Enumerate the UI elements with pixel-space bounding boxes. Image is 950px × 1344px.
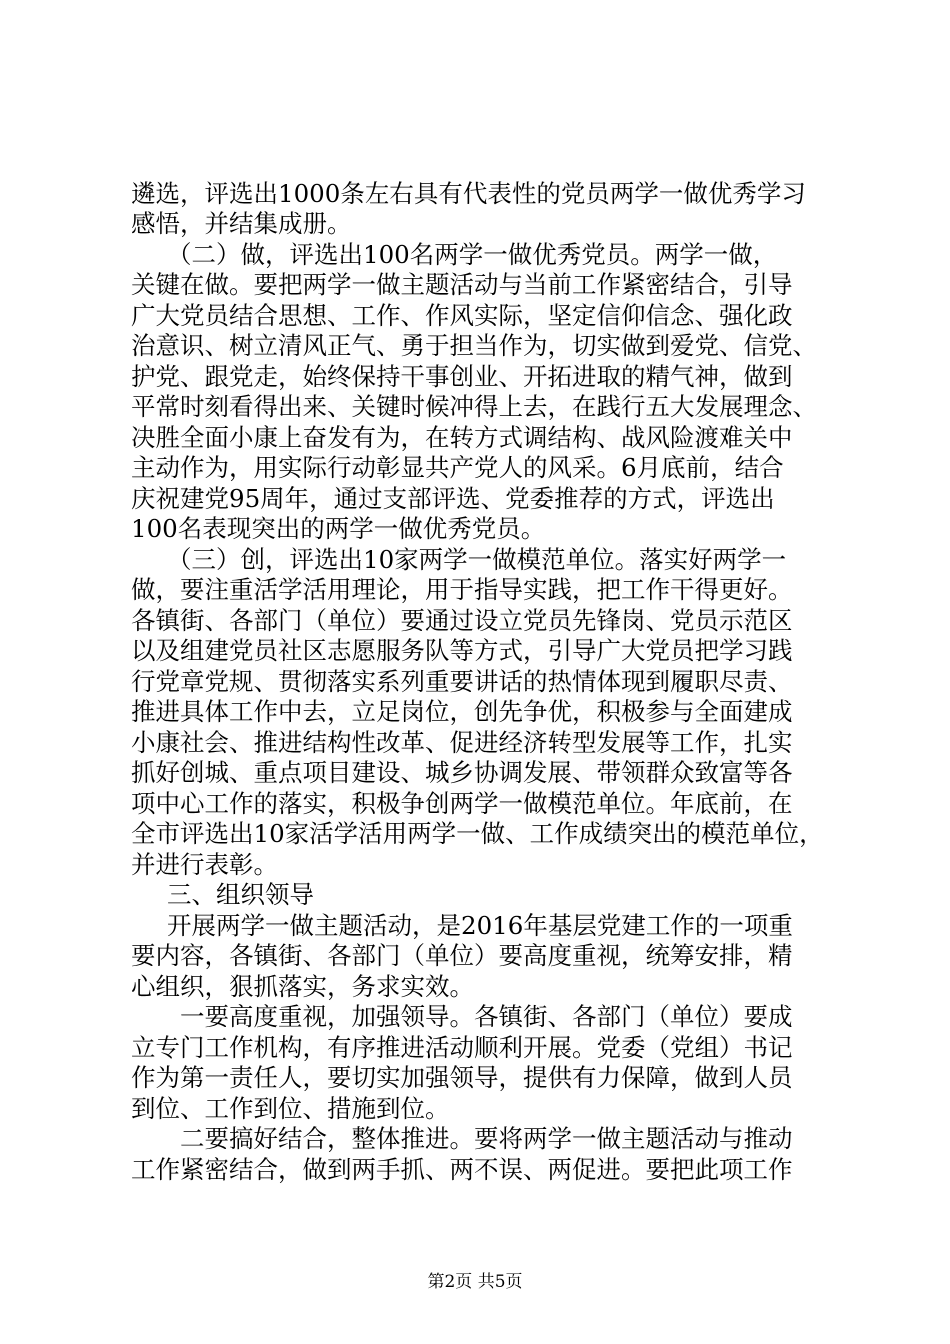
section-heading: 三、组织领导 [167, 880, 314, 909]
body-text-line: 主动作为，用实际行动彰显共产党人的风采。6月底前，结合 [131, 453, 784, 482]
body-text-line: 开展两学一做主题活动，是2016年基层党建工作的一项重 [167, 911, 793, 940]
body-text-line: 庆祝建党95周年，通过支部评选、党委推荐的方式，评选出 [131, 484, 775, 513]
body-text-line: 心组织，狠抓落实，务求实效。 [131, 972, 474, 1001]
body-text-line: 感悟，并结集成册。 [131, 209, 352, 238]
body-text-line: 广大党员结合思想、工作、作风实际，坚定信仰信念、强化政 [131, 301, 793, 330]
body-text-line: 做，要注重活学活用理论，用于指导实践，把工作干得更好。 [131, 575, 793, 604]
body-text-line: 各镇街、各部门（单位）要通过设立党员先锋岗、党员示范区 [131, 606, 793, 635]
body-text-line: 项中心工作的落实，积极争创两学一做模范单位。年底前，在 [131, 789, 793, 818]
body-text-line: 关键在做。要把两学一做主题活动与当前工作紧密结合，引导 [131, 270, 793, 299]
body-text-line: 抓好创城、重点项目建设、城乡协调发展、带领群众致富等各 [131, 758, 793, 787]
body-text-line: （三）创，评选出10家两学一做模范单位。落实好两学一 [167, 545, 787, 574]
body-text-line: 治意识、树立清风正气、勇于担当作为，切实做到爱党、信党、 [131, 331, 817, 360]
body-text-line: 一要高度重视，加强领导。各镇街、各部门（单位）要成 [180, 1002, 793, 1031]
body-text-line: 以及组建党员社区志愿服务队等方式，引导广大党员把学习践 [131, 636, 793, 665]
body-text-line: 全市评选出10家活学活用两学一做、工作成绩突出的模范单位， [131, 819, 824, 848]
page-number-footer: 第2页 共5页 [427, 1272, 523, 1292]
body-text-line: 决胜全面小康上奋发有为，在转方式调结构、战风险渡难关中 [131, 423, 793, 452]
body-text-line: （二）做，评选出100名两学一做优秀党员。两学一做， [167, 240, 778, 269]
body-text-line: 工作紧密结合，做到两手抓、两不误、两促进。要把此项工作 [131, 1155, 793, 1184]
body-text-line: 到位、工作到位、措施到位。 [131, 1094, 450, 1123]
body-text-line: 平常时刻看得出来、关键时候冲得上去，在践行五大发展理念、 [131, 392, 817, 421]
body-text-line: 行党章党规、贯彻落实系列重要讲话的热情体现到履职尽责、 [131, 667, 793, 696]
body-text-line: 100名表现突出的两学一做优秀党员。 [131, 514, 546, 543]
body-text-line: 并进行表彰。 [131, 850, 278, 879]
body-text-line: 护党、跟党走，始终保持干事创业、开拓进取的精气神，做到 [131, 362, 793, 391]
body-text-line: 作为第一责任人，要切实加强领导，提供有力保障，做到人员 [131, 1063, 793, 1092]
body-text-line: 小康社会、推进结构性改革、促进经济转型发展等工作，扎实 [131, 728, 793, 757]
body-text-line: 立专门工作机构，有序推进活动顺利开展。党委（党组）书记 [131, 1033, 793, 1062]
body-text-line: 二要搞好结合，整体推进。要将两学一做主题活动与推动 [180, 1124, 793, 1153]
body-text-line: 推进具体工作中去，立足岗位，创先争优，积极参与全面建成 [131, 697, 793, 726]
body-text-line: 要内容，各镇街、各部门（单位）要高度重视，统筹安排，精 [131, 941, 793, 970]
body-text-line: 遴选，评选出1000条左右具有代表性的党员两学一做优秀学习 [131, 179, 806, 208]
